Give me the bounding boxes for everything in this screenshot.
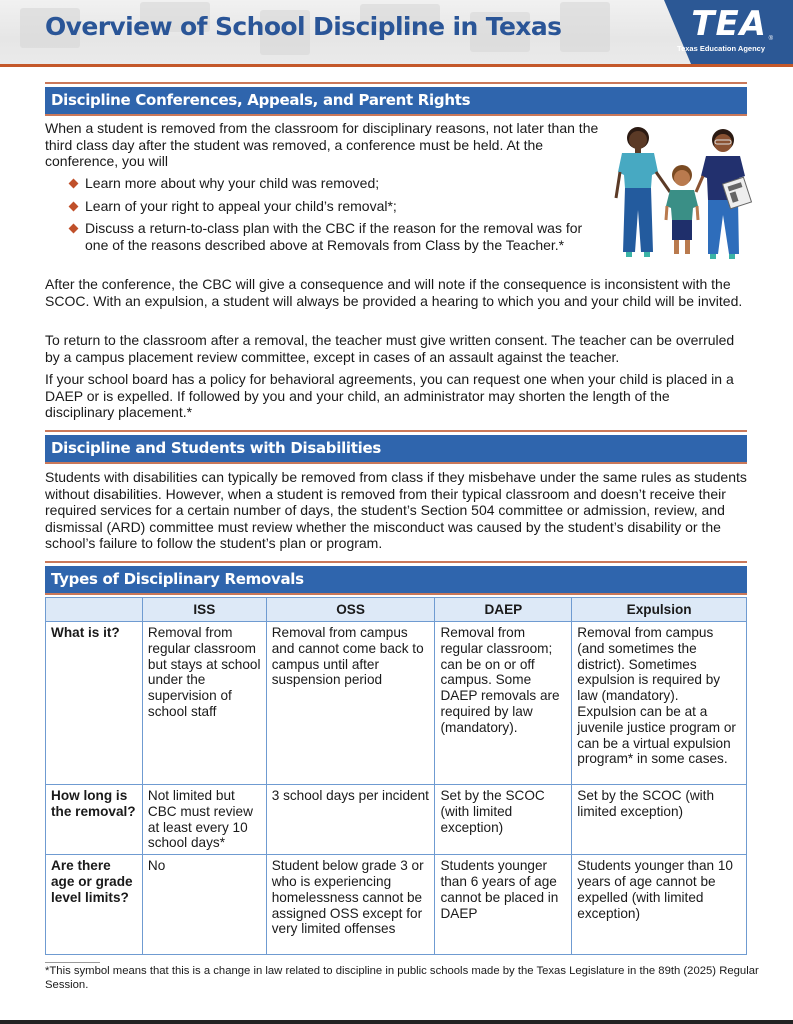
column-header-empty [46,598,143,622]
table-cell: Set by the SCOC (with limited exception) [435,785,572,855]
conference-intro: When a student is removed from the classroom for disciplinary reasons, not later than the third class day after the student was removed, a conference must be held. At the conference, you will [45,120,599,169]
table-cell: Student below grade 3 or who is experiencing homelessness cannot be assigned OSS except for very limited offenses [266,855,435,955]
removals-table [45,597,747,955]
page-bottom-border [0,1020,793,1024]
list-item: Discuss a return-to-class plan with the CBC if the reason for the removal was for one of the reasons described above at Removals from Class by the Teacher.* [68,220,588,253]
footnote-divider [45,962,100,963]
section-title: Types of Disciplinary Removals [51,570,304,588]
column-header-oss: OSS [266,598,435,622]
table-cell: No [142,855,266,955]
table-row [46,785,747,855]
row-label: What is it? [46,622,143,785]
list-item: Learn more about why your child was removed; [68,175,588,192]
table-row [46,855,747,955]
column-header-expulsion: Expulsion [572,598,747,622]
section-header-disabilities [45,432,747,462]
paragraph-return-to-class: To return to the classroom after a removal, the teacher must give written consent. The teacher can be overruled by a campus placement review committee, except in cases of an assault against the teacher. [45,332,735,365]
disabilities-body: Students with disabilities can typically be removed from class if they misbehave under the same rules as students without disabilities. However, when a student is removed from their typical classroom and doesn’t receive their required services for a certain number of days, the student’s Section 504 committee or admission, review, and dismissal (ARD) committee must review whether the misconduct was caused by the student’s disability or the school’s failure to follow the student’s plan or program. [45,469,747,551]
column-header-iss: ISS [142,598,266,622]
diamond-bullet-icon [69,201,79,211]
row-label: Are there age or grade level limits? [46,855,143,955]
table-cell: Removal from campus and cannot come back to campus until after suspension period [266,622,435,785]
paragraph-behavioral-agreements: If your school board has a policy for behavioral agreements, you can request one when your child is placed in a DAEP or is expelled. If followed by you and your child, an administrator may shorten the length of the disciplinary placement.* [45,371,734,420]
table-cell: 3 school days per incident [266,785,435,855]
row-label: How long is the removal? [46,785,143,855]
page-title: Overview of School Discipline in Texas [45,12,562,41]
table-cell: Removal from regular classroom but stays at school under the supervision of school staff [142,622,266,785]
table-cell: Not limited but CBC must review at least every 10 school days* [142,785,266,855]
table-header-row [46,598,747,622]
table-cell: Removal from campus (and sometimes the district). Sometimes expulsion is required by law (mandatory). Expulsion can be at a juvenile justice program or can be a virtual expulsion program* in some cases. [572,622,747,785]
table-cell: Set by the SCOC (with limited exception) [572,785,747,855]
tea-logo: TEA [691,4,767,44]
table-cell: Removal from regular classroom; can be on or off campus. Some DAEP removals are required by law (mandatory). [435,622,572,785]
page-header [0,0,793,64]
paragraph-consequence: After the conference, the CBC will give a consequence and will note if the consequence is inconsistent with the SCOC. With an expulsion, a student will always be provided a hearing to which you and your child will be invited. [45,276,743,309]
header-divider [0,64,793,67]
table-row [46,622,747,785]
table-cell: Students younger than 10 years of age cannot be expelled (with limited exception) [572,855,747,955]
list-item: Learn of your right to appeal your child’s removal*; [68,198,588,215]
family-illustration [608,120,758,265]
section-header-conferences [45,84,747,114]
column-header-daep: DAEP [435,598,572,622]
diamond-bullet-icon [69,224,79,234]
diamond-bullet-icon [69,179,79,189]
section-title: Discipline and Students with Disabilities [51,439,381,457]
registered-mark: ® [768,36,773,42]
tea-logo-subtitle: Texas Education Agency [677,44,765,53]
table-cell: Students younger than 6 years of age cannot be placed in DAEP [435,855,572,955]
section-title: Discipline Conferences, Appeals, and Parent Rights [51,91,471,109]
conference-bullet-list [68,175,588,259]
footnote: *This symbol means that this is a change in law related to discipline in public schools made by the Texas Legislature in the 89th (2025) Regular Session. [45,965,759,991]
section-header-removals [45,563,747,593]
